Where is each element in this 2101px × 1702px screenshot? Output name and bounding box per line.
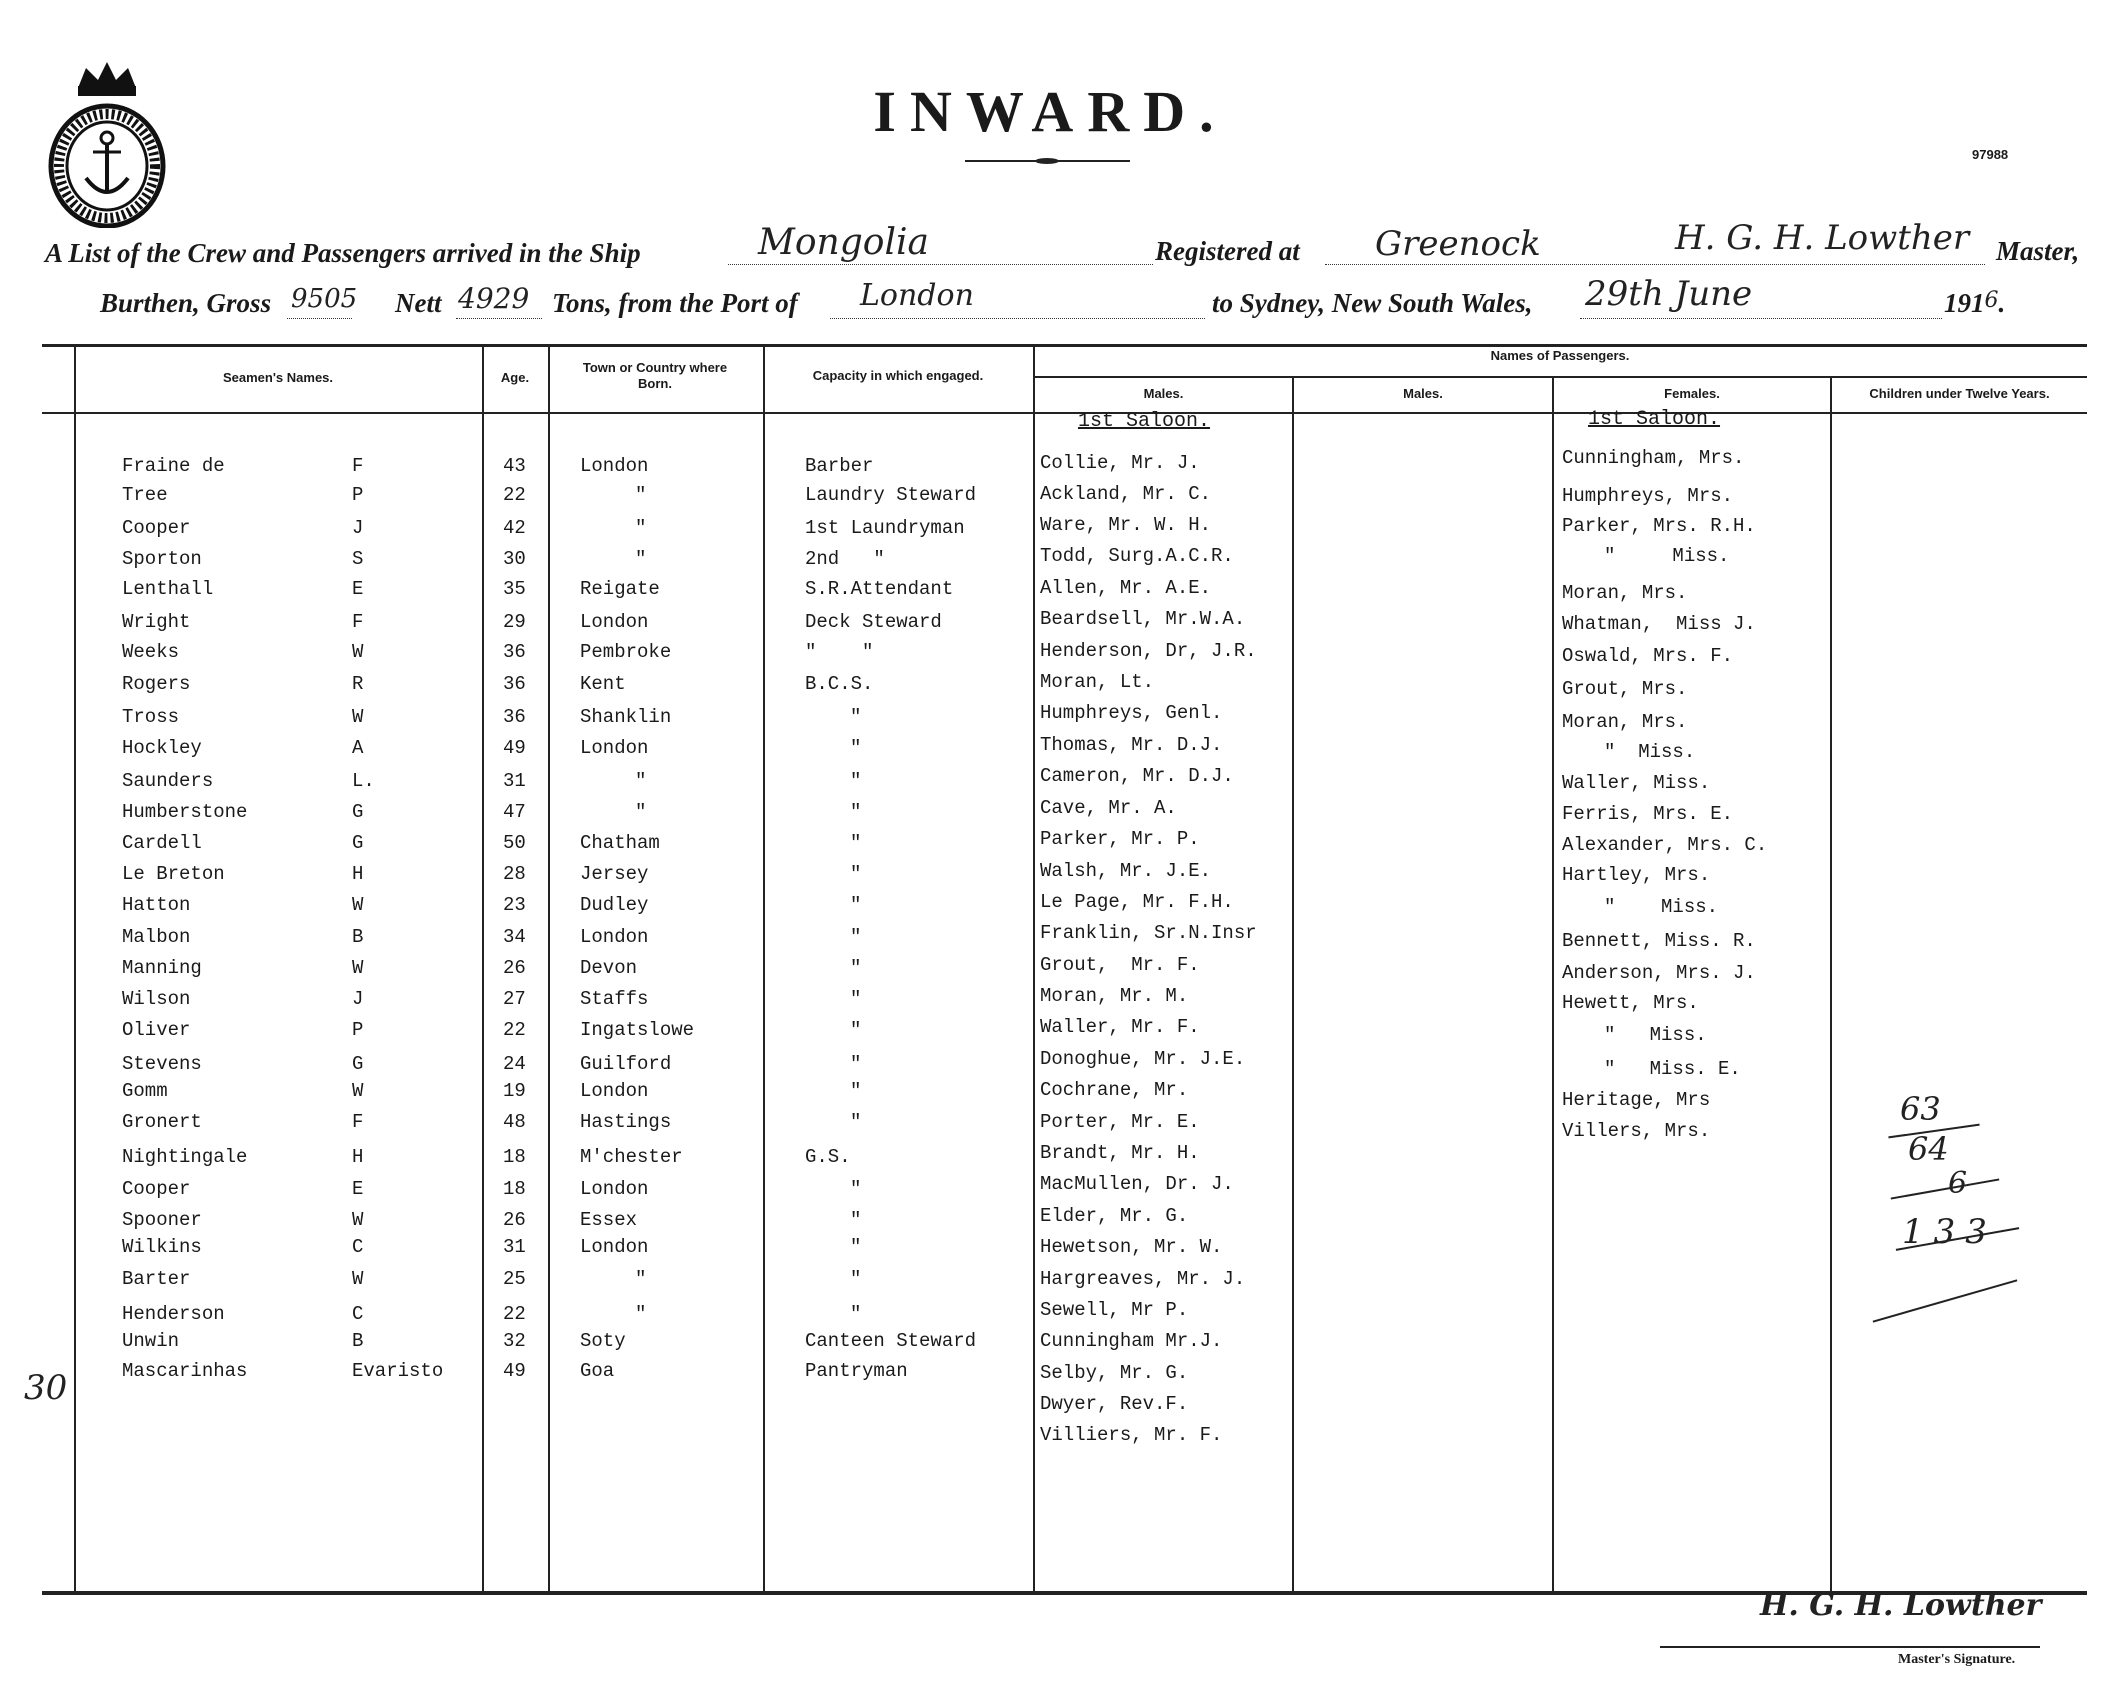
female-passenger: " Miss. E. — [1604, 1058, 1741, 1080]
crew-born: M'chester — [580, 1146, 683, 1168]
crew-born: " — [635, 517, 647, 539]
crew-surname: Tross — [122, 706, 180, 728]
crew-capacity: " — [850, 770, 862, 792]
crew-age: 49 — [503, 1360, 526, 1382]
passenger-header-rule — [1035, 376, 2087, 378]
male-passenger: Waller, Mr. F. — [1040, 1016, 1200, 1038]
female-passenger: Hartley, Mrs. — [1562, 864, 1711, 886]
crew-initial: R — [352, 673, 364, 695]
crew-age: 31 — [503, 770, 526, 792]
crew-initial: G — [352, 832, 364, 854]
crew-capacity: " — [850, 1268, 862, 1290]
crew-capacity: Deck Steward — [805, 611, 942, 633]
crew-age: 28 — [503, 863, 526, 885]
crew-capacity: " — [850, 706, 862, 728]
crew-born: London — [580, 455, 649, 477]
crew-born: London — [580, 1178, 649, 1200]
crew-initial: F — [352, 1111, 364, 1133]
crew-born: Goa — [580, 1360, 615, 1382]
crew-initial: W — [352, 706, 364, 728]
crew-capacity: " — [850, 957, 862, 979]
crew-initial: B — [352, 1330, 364, 1352]
crew-capacity: " — [850, 1111, 862, 1133]
crew-born: Ingatslowe — [580, 1019, 695, 1041]
crew-initial: Evaristo — [352, 1360, 444, 1382]
female-passenger: Oswald, Mrs. F. — [1562, 645, 1734, 667]
female-passenger: Parker, Mrs. R.H. — [1562, 515, 1756, 537]
margin-note: 30 — [24, 1368, 68, 1408]
crew-initial: H — [352, 1146, 364, 1168]
male-passenger: Cunningham Mr.J. — [1040, 1330, 1223, 1352]
crew-born: Chatham — [580, 832, 660, 854]
arrival-date: 29th June — [1585, 274, 1753, 314]
crew-capacity: " — [850, 1236, 862, 1258]
crew-initial: H — [352, 863, 364, 885]
male-passenger: Donoghue, Mr. J.E. — [1040, 1048, 1246, 1070]
crew-age: 34 — [503, 926, 526, 948]
crew-born: Devon — [580, 957, 638, 979]
female-passenger: Waller, Miss. — [1562, 772, 1711, 794]
crew-surname: Tree — [122, 484, 168, 506]
line1-prefix: A List of the Crew and Passengers arrived in the Ship — [45, 238, 641, 268]
crew-initial: G — [352, 801, 364, 823]
crew-born: " — [635, 1303, 647, 1325]
male-passenger: Dwyer, Rev.F. — [1040, 1393, 1189, 1415]
crew-capacity: Canteen Steward — [805, 1330, 977, 1352]
crew-age: 30 — [503, 548, 526, 570]
female-passenger: Moran, Mrs. — [1562, 582, 1688, 604]
tally-total: 133 — [1902, 1212, 1997, 1252]
crew-initial: J — [352, 517, 364, 539]
crew-capacity: " — [850, 1019, 862, 1041]
crew-age: 19 — [503, 1080, 526, 1102]
female-passenger: Cunningham, Mrs. — [1562, 447, 1745, 469]
crew-capacity: " " — [805, 641, 874, 663]
crew-initial: P — [352, 1019, 364, 1041]
col-header-capacity: Capacity in which engaged. — [812, 368, 984, 383]
female-passenger: Ferris, Mrs. E. — [1562, 803, 1734, 825]
crew-surname: Gronert — [122, 1111, 202, 1133]
crew-initial: G — [352, 1053, 364, 1075]
crew-surname: Sporton — [122, 548, 202, 570]
crew-initial: W — [352, 957, 364, 979]
crew-capacity: Laundry Steward — [805, 484, 977, 506]
crew-surname: Lenthall — [122, 578, 214, 600]
crew-surname: Mascarinhas — [122, 1360, 248, 1382]
crew-age: 42 — [503, 517, 526, 539]
male-passenger: Moran, Mr. M. — [1040, 985, 1189, 1007]
male-passenger: Parker, Mr. P. — [1040, 828, 1200, 850]
page-title: INWARD. — [873, 79, 1228, 144]
crew-age: 47 — [503, 801, 526, 823]
female-passenger: Humphreys, Mrs. — [1562, 485, 1734, 507]
year — [1944, 288, 2005, 319]
crew-born: " — [635, 484, 647, 506]
crew-surname: Spooner — [122, 1209, 202, 1231]
registered-label: Registered at — [1155, 236, 1300, 266]
col-header-males-2: Males. — [1403, 386, 1443, 401]
crew-surname: Saunders — [122, 770, 214, 792]
crew-age: 35 — [503, 578, 526, 600]
crew-initial: W — [352, 1209, 364, 1231]
crew-initial: S — [352, 548, 364, 570]
crew-born: " — [635, 548, 647, 570]
crew-surname: Barter — [122, 1268, 191, 1290]
from-port: London — [860, 278, 974, 313]
ship-name-field — [728, 222, 1153, 265]
crew-capacity: " — [850, 894, 862, 916]
female-passenger: Villers, Mrs. — [1562, 1120, 1711, 1142]
crew-capacity: " — [850, 1303, 862, 1325]
crew-initial: F — [352, 611, 364, 633]
crew-initial: E — [352, 1178, 364, 1200]
crew-surname: Wright — [122, 611, 191, 633]
crew-born: Hastings — [580, 1111, 672, 1133]
female-passenger: " Miss. — [1604, 896, 1719, 918]
crew-capacity: B.C.S. — [805, 673, 874, 695]
male-passenger: Villiers, Mr. F. — [1040, 1424, 1223, 1446]
male-passenger: Cave, Mr. A. — [1040, 797, 1177, 819]
crew-surname: Oliver — [122, 1019, 191, 1041]
crew-surname: Henderson — [122, 1303, 225, 1325]
crew-surname: Gomm — [122, 1080, 168, 1102]
female-passenger: Hewett, Mrs. — [1562, 992, 1699, 1014]
female-passenger: Anderson, Mrs. J. — [1562, 962, 1756, 984]
male-passenger: MacMullen, Dr. J. — [1040, 1173, 1234, 1195]
male-passenger: Cochrane, Mr. — [1040, 1079, 1189, 1101]
crew-surname: Unwin — [122, 1330, 180, 1352]
crew-born: " — [635, 770, 647, 792]
form-number: 97988 — [1972, 147, 2009, 162]
crew-initial: W — [352, 641, 364, 663]
crew-age: 24 — [503, 1053, 526, 1075]
from-port-field — [830, 278, 1205, 319]
crew-age: 25 — [503, 1268, 526, 1290]
crew-surname: Cooper — [122, 517, 191, 539]
male-passenger: Allen, Mr. A.E. — [1040, 577, 1212, 599]
male-passenger: Ware, Mr. W. H. — [1040, 514, 1212, 536]
crew-born: Essex — [580, 1209, 638, 1231]
female-passenger: " Miss. — [1604, 545, 1730, 567]
crew-born: Pembroke — [580, 641, 672, 663]
crew-surname: Cardell — [122, 832, 202, 854]
tons-label: Tons, from the Port of — [552, 288, 798, 318]
male-passenger: Thomas, Mr. D.J. — [1040, 734, 1223, 756]
female-passenger: Whatman, Miss J. — [1562, 613, 1756, 635]
crew-born: Dudley — [580, 894, 649, 916]
crew-initial: L. — [352, 770, 375, 792]
crew-capacity: " — [850, 926, 862, 948]
to-label: to Sydney, New South Wales, — [1212, 288, 1533, 318]
crew-capacity: " — [850, 1178, 862, 1200]
male-passenger: Walsh, Mr. J.E. — [1040, 860, 1212, 882]
crew-age: 27 — [503, 988, 526, 1010]
crew-age: 36 — [503, 673, 526, 695]
nett-field — [456, 284, 542, 319]
male-passenger: Elder, Mr. G. — [1040, 1205, 1189, 1227]
crew-age: 49 — [503, 737, 526, 759]
col-header-age: Age. — [500, 370, 530, 385]
crew-capacity: " — [850, 1209, 862, 1231]
ship-name: Mongolia — [758, 222, 929, 263]
title-ornament — [965, 152, 1130, 160]
year-suffix: 6 — [1984, 288, 1999, 313]
crew-initial: W — [352, 894, 364, 916]
crew-age: 29 — [503, 611, 526, 633]
nett-value: 4929 — [458, 282, 530, 315]
crew-capacity: " — [850, 863, 862, 885]
male-passenger: Hargreaves, Mr. J. — [1040, 1268, 1246, 1290]
crew-surname: Wilkins — [122, 1236, 202, 1258]
crew-born: Kent — [580, 673, 626, 695]
crew-initial: E — [352, 578, 364, 600]
crew-born: Shanklin — [580, 706, 672, 728]
saloon-label-females: 1st Saloon. — [1588, 408, 1721, 431]
crew-age: 48 — [503, 1111, 526, 1133]
master-name: H. G. H. Lowther — [1675, 218, 1970, 258]
crew-born: London — [580, 737, 649, 759]
crew-surname: Fraine de — [122, 455, 225, 477]
registered-port-field — [1325, 218, 1985, 265]
crew-surname: Nightingale — [122, 1146, 248, 1168]
crew-age: 22 — [503, 1019, 526, 1041]
male-passenger: Grout, Mr. F. — [1040, 954, 1200, 976]
crew-age: 22 — [503, 484, 526, 506]
crew-capacity: 1st Laundryman — [805, 517, 965, 539]
crew-age: 18 — [503, 1146, 526, 1168]
crew-age: 36 — [503, 706, 526, 728]
female-passenger: Alexander, Mrs. C. — [1562, 834, 1768, 856]
crew-initial: F — [352, 455, 364, 477]
crew-initial: J — [352, 988, 364, 1010]
crew-born: London — [580, 926, 649, 948]
crew-initial: C — [352, 1303, 364, 1325]
crew-surname: Weeks — [122, 641, 180, 663]
male-passenger: Sewell, Mr P. — [1040, 1299, 1189, 1321]
female-passenger: Bennett, Miss. R. — [1562, 930, 1756, 952]
crew-capacity: " — [850, 1053, 862, 1075]
crew-age: 36 — [503, 641, 526, 663]
male-passenger: Collie, Mr. J. — [1040, 452, 1200, 474]
crew-age: 18 — [503, 1178, 526, 1200]
col-header-passengers: Names of Passengers. — [1490, 348, 1630, 363]
crew-surname: Hockley — [122, 737, 202, 759]
crew-born: London — [580, 611, 649, 633]
male-passenger: Humphreys, Genl. — [1040, 702, 1223, 724]
crew-capacity: S.R.Attendant — [805, 578, 954, 600]
crew-initial: C — [352, 1236, 364, 1258]
burthen-label: Burthen, Gross — [100, 288, 272, 318]
male-passenger: Todd, Surg.A.C.R. — [1040, 545, 1234, 567]
saloon-label-males: 1st Saloon. — [1078, 410, 1211, 433]
male-passenger: Cameron, Mr. D.J. — [1040, 765, 1234, 787]
master-label: Master, — [1996, 236, 2080, 266]
table-top-rule — [42, 344, 2087, 347]
crew-born: Reigate — [580, 578, 660, 600]
crew-initial: P — [352, 484, 364, 506]
crew-born: Jersey — [580, 863, 649, 885]
col-header-seamen: Seamen's Names. — [222, 370, 334, 385]
tally-a: 63 — [1900, 1090, 1941, 1128]
male-passenger: Brandt, Mr. H. — [1040, 1142, 1200, 1164]
male-passenger: Beardsell, Mr.W.A. — [1040, 608, 1246, 630]
crew-surname: Humberstone — [122, 801, 248, 823]
female-passenger: " Miss. — [1604, 741, 1696, 763]
male-passenger: Selby, Mr. G. — [1040, 1362, 1189, 1384]
crew-capacity: " — [850, 832, 862, 854]
col-header-born: Town or Country where Born. — [582, 360, 728, 391]
crew-capacity: G.S. — [805, 1146, 851, 1168]
female-passenger: Heritage, Mrs — [1562, 1089, 1711, 1111]
signature-label: Master's Signature. — [1898, 1652, 2016, 1667]
crew-surname: Malbon — [122, 926, 191, 948]
crew-born: " — [635, 801, 647, 823]
female-passenger: " Miss. — [1604, 1024, 1707, 1046]
crew-capacity: Pantryman — [805, 1360, 908, 1382]
col-header-children: Children under Twelve Years. — [1869, 386, 2050, 401]
female-passenger: Grout, Mrs. — [1562, 678, 1688, 700]
crew-age: 23 — [503, 894, 526, 916]
crew-surname: Rogers — [122, 673, 191, 695]
male-passenger: Ackland, Mr. C. — [1040, 483, 1212, 505]
tally-b: 64 — [1908, 1130, 1949, 1168]
crew-capacity: " — [850, 737, 862, 759]
crew-born: Soty — [580, 1330, 626, 1352]
signature-rule — [1660, 1646, 2040, 1648]
year-period: . — [1998, 288, 2006, 318]
crew-initial: B — [352, 926, 364, 948]
male-passenger: Moran, Lt. — [1040, 671, 1155, 693]
crew-born: Staffs — [580, 988, 649, 1010]
crew-surname: Cooper — [122, 1178, 191, 1200]
crew-age: 26 — [503, 1209, 526, 1231]
crew-surname: Stevens — [122, 1053, 202, 1075]
master-signature: H. G. H. Lowther — [1760, 1588, 2042, 1623]
nett-label: Nett — [395, 288, 442, 318]
crew-born: " — [635, 1268, 647, 1290]
col-header-females: Females. — [1664, 386, 1720, 401]
crew-capacity: " — [850, 801, 862, 823]
crew-age: 22 — [503, 1303, 526, 1325]
crew-surname: Hatton — [122, 894, 191, 916]
crew-capacity: " — [850, 988, 862, 1010]
registered-port: Greenock — [1375, 224, 1541, 264]
tally-c: 6 — [1948, 1166, 1968, 1201]
crew-age: 50 — [503, 832, 526, 854]
arrival-date-field — [1580, 274, 1942, 319]
gross-field — [287, 284, 358, 319]
crew-capacity: Barber — [805, 455, 874, 477]
crew-initial: A — [352, 737, 364, 759]
crew-born: Guilford — [580, 1053, 672, 1075]
male-passenger: Hewetson, Mr. W. — [1040, 1236, 1223, 1258]
crew-surname: Le Breton — [122, 863, 225, 885]
crew-age: 31 — [503, 1236, 526, 1258]
crew-surname: Manning — [122, 957, 202, 979]
crew-initial: W — [352, 1080, 364, 1102]
year-prefix: 191 — [1944, 288, 1985, 318]
crew-born: London — [580, 1080, 649, 1102]
crew-age: 26 — [503, 957, 526, 979]
gross-value: 9505 — [291, 284, 358, 314]
header-bottom-rule — [42, 412, 2087, 414]
col-header-males-1: Males. — [1143, 386, 1184, 401]
male-passenger: Porter, Mr. E. — [1040, 1111, 1200, 1133]
crew-surname: Wilson — [122, 988, 191, 1010]
crew-capacity: " — [850, 1080, 862, 1102]
male-passenger: Le Page, Mr. F.H. — [1040, 891, 1234, 913]
female-passenger: Moran, Mrs. — [1562, 711, 1688, 733]
male-passenger: Franklin, Sr.N.Insr — [1040, 922, 1257, 944]
male-passenger: Henderson, Dr, J.R. — [1040, 640, 1257, 662]
crew-age: 32 — [503, 1330, 526, 1352]
crew-initial: W — [352, 1268, 364, 1290]
crew-age: 43 — [503, 455, 526, 477]
crew-born: London — [580, 1236, 649, 1258]
crew-capacity: 2nd " — [805, 548, 885, 570]
